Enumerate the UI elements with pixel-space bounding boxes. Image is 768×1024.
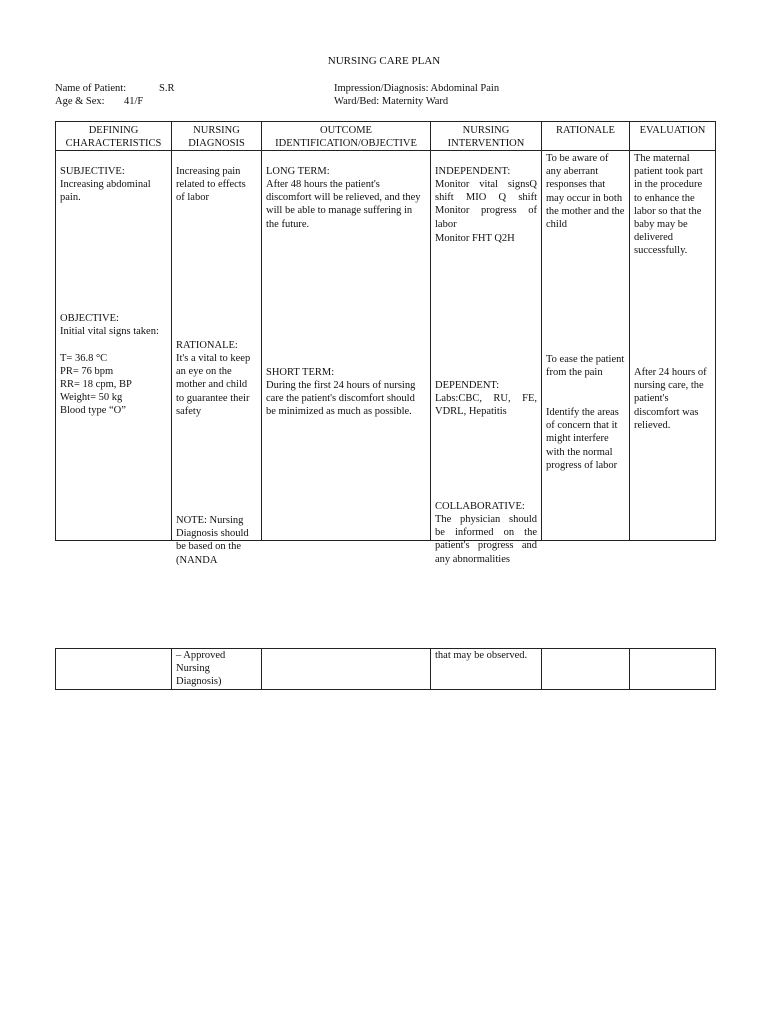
impression-diagnosis: Impression/Diagnosis: Abdominal Pain [334,83,500,94]
objective-label: OBJECTIVE: [60,313,119,324]
defining-characteristics-cell [56,151,172,541]
care-plan-continuation-table [55,648,716,690]
age-sex-value: 41/F [124,96,144,107]
rationale-cell [542,151,630,541]
evaluation-cell [630,151,716,541]
age-sex-label: Age & Sex: [55,96,105,107]
vital-signs-line: Weight= 50 kg [60,392,123,403]
vital-signs-line: RR= 18 cpm, BP [60,379,132,390]
vital-signs-line: Blood type “O” [60,405,126,416]
short-term-label: SHORT TERM: [266,367,335,378]
vital-signs-line: Initial vital signs taken: [60,326,159,337]
collaborative-text-continued: that may be observed. [431,649,542,690]
header-evaluation: EVALUATION [630,122,716,151]
care-plan-table [55,121,716,566]
nanda-note: NOTE: Nursing Diagnosis should be based on the (NANDA [176,515,249,566]
continuation-empty-cell [630,649,716,690]
ward-bed: Ward/Bed: Maternity Ward [334,96,449,107]
continuation-empty-cell [56,649,172,690]
rationale-text: Identify the areas of concern that it might interfere with the normal progress of labor [546,407,619,471]
subjective-text: Increasing abdominal pain. [60,179,151,204]
long-term-text: After 48 hours the patient's discomfort will be relieved, and they will be able to manage suffering in the future. [266,179,421,230]
patient-name-label: Name of Patient: [55,83,127,94]
fht-monitoring: Monitor FHT Q2H [435,233,515,244]
continuation-empty-cell [262,649,431,690]
header-nursing-intervention: NURSING INTERVENTION [431,122,542,151]
dependent-text: Labs:CBC, RU, FE, VDRL, Hepatitis [435,393,537,418]
diagnosis-text: Increasing pain related to effects of labor [176,166,246,204]
outcome-cell [262,151,431,541]
evaluation-text: After 24 hours of nursing care, the patient's discomfort was relieved. [634,367,707,431]
long-term-label: LONG TERM: [266,166,330,177]
evaluation-text: The maternal patient took part in the procedure to enhance the labor so that the baby may be delivered successfully. [634,153,703,257]
collaborative-text: The physician should be informed on the patient's progress and any abnormalities [435,514,537,565]
independent-label: INDEPENDENT: [435,166,511,177]
nursing-intervention-cell [431,151,542,565]
header-nursing-diagnosis: NURSING DIAGNOSIS [172,122,262,151]
vital-signs-line: PR= 76 bpm [60,366,114,377]
header-rationale: RATIONALE [542,122,630,151]
nanda-note-continued: – Approved Nursing Diagnosis) [172,649,262,690]
rationale-text: To ease the patient from the pain [546,354,625,379]
subjective-label: SUBJECTIVE: [60,166,125,177]
header-outcome: OUTCOME IDENTIFICATION/OBJECTIVE [262,122,431,151]
diagnosis-rationale-label: RATIONALE: [176,340,238,351]
diagnosis-rationale-text: It's a vital to keep an eye on the mother and child to guarantee their safety [176,353,251,417]
header-defining-characteristics: DEFINING CHARACTERISTICS [56,122,172,151]
dependent-label: DEPENDENT: [435,380,500,391]
patient-name-value: S.R [159,83,175,94]
vital-signs-line: T= 36.8 °C [60,353,108,364]
continuation-empty-cell [542,649,630,690]
rationale-text: To be aware of any aberrant responses that may occur in both the mother and the child [546,153,625,231]
independent-text: Monitor vital signsQ shift MIO Q shift Monitor progress of labor [435,179,537,230]
document-title: NURSING CARE PLAN [327,55,441,67]
nursing-diagnosis-cell [172,151,262,566]
collaborative-label: COLLABORATIVE: [435,501,525,512]
short-term-text: During the first 24 hours of nursing care the patient's discomfort should be minimized as much as possible. [266,380,416,418]
